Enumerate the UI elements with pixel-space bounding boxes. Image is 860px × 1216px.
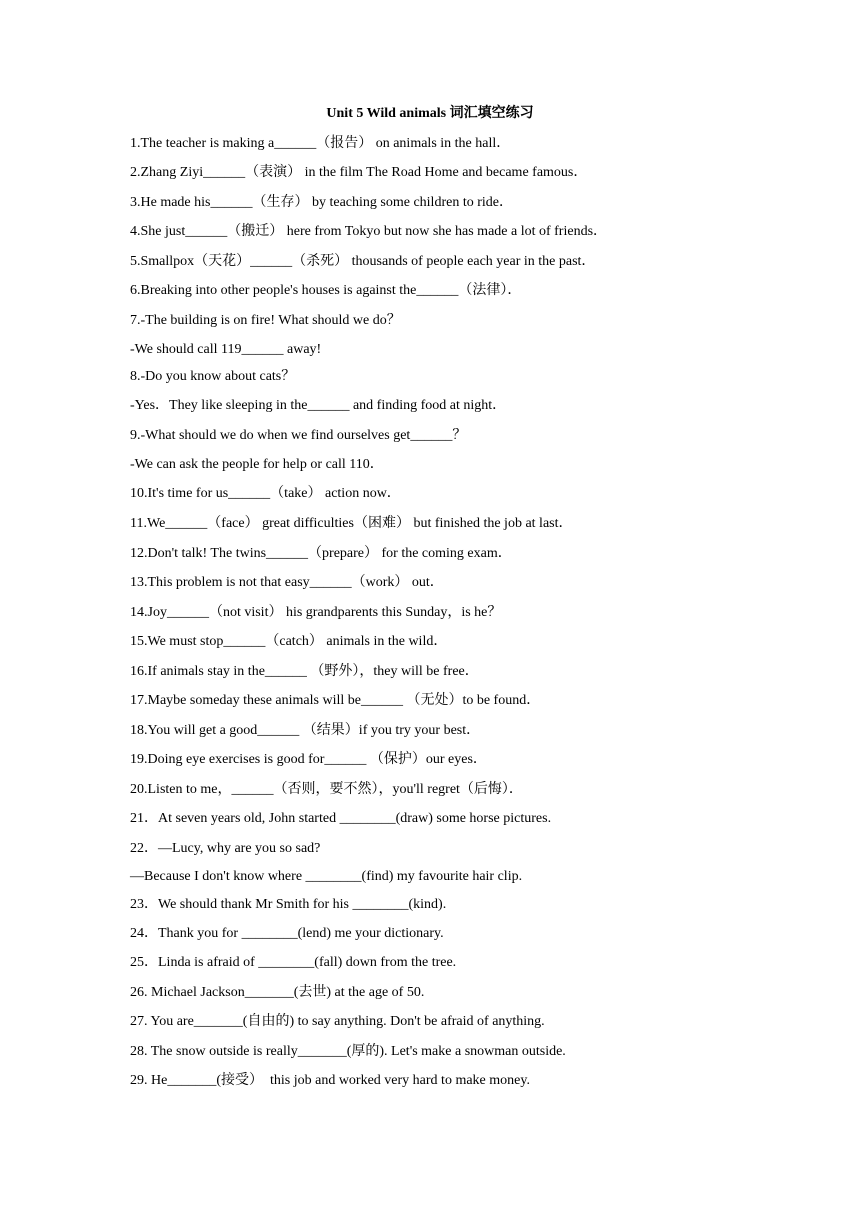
exercise-line: 21．At seven years old, John started ________(draw) some horse pictures. xyxy=(130,811,552,826)
exercise-line: 2.Zhang Ziyi______（表演） in the film The Road Home and became famous． xyxy=(130,165,588,180)
exercise-line: -We can ask the people for help or call 110． xyxy=(130,457,384,472)
exercise-line: 28. The snow outside is really_______(厚的). Let's make a snowman outside. xyxy=(130,1044,566,1059)
exercise-line: -We should call 119______ away! xyxy=(130,342,322,357)
exercise-line: 16.If animals stay in the______ （野外），they will be free． xyxy=(130,664,479,679)
exercise-line: 17.Maybe someday these animals will be______ （无处）to be found． xyxy=(130,693,541,708)
exercise-line: 22．—Lucy, why are you so sad? xyxy=(130,841,321,856)
exercise-line: 19.Doing eye exercises is good for______ （保护）our eyes． xyxy=(130,752,487,767)
exercise-line: 5.Smallpox（天花）______（杀死） thousands of people each year in the past． xyxy=(130,254,596,269)
exercise-line: 20.Listen to me，______（否则，要不然），you'll regret（后悔）． xyxy=(130,782,523,797)
exercise-line: 12.Don't talk! The twins______（prepare） for the coming exam． xyxy=(130,546,512,561)
exercise-line: 7.-The building is on fire! What should we do？ xyxy=(130,313,401,328)
exercise-line: -Yes．They like sleeping in the______ and finding food at night． xyxy=(130,398,507,413)
exercise-line: 4.She just______（搬迁） here from Tokyo but now she has made a lot of friends． xyxy=(130,224,608,239)
exercise-line: 25．Linda is afraid of ________(fall) down from the tree. xyxy=(130,955,457,970)
exercise-line: 14.Joy______（not visit） his grandparents this Sunday，is he？ xyxy=(130,605,502,620)
exercise-line: 1.The teacher is making a______（报告） on animals in the hall． xyxy=(130,136,511,151)
exercise-line: 29. He_______(接受） this job and worked very hard to make money. xyxy=(130,1073,530,1088)
exercise-line: 8.-Do you know about cats？ xyxy=(130,369,296,384)
exercise-line: 6.Breaking into other people's houses is against the______（法律）． xyxy=(130,283,522,298)
exercise-line: 24．Thank you for ________(lend) me your dictionary. xyxy=(130,926,444,941)
exercise-line: 13.This problem is not that easy______（work） out． xyxy=(130,575,444,590)
exercise-line: —Because I don't know where ________(find) my favourite hair clip. xyxy=(130,869,523,884)
exercise-line: 18.You will get a good______ （结果）if you try your best． xyxy=(130,723,481,738)
page-title: Unit 5 Wild animals 词汇填空练习 xyxy=(326,106,534,121)
exercise-line: 9.-What should we do when we find ourselves get______？ xyxy=(130,428,467,443)
exercise-line: 11.We______（face） great difficulties（困难） but finished the job at last． xyxy=(130,516,573,531)
exercise-line: 10.It's time for us______（take） action now． xyxy=(130,486,401,501)
exercise-line: 27. You are_______(自由的) to say anything. Don't be afraid of anything. xyxy=(130,1014,545,1029)
exercise-line: 3.He made his______（生存） by teaching some children to ride． xyxy=(130,195,513,210)
exercise-line: 26. Michael Jackson_______(去世) at the age of 50. xyxy=(130,985,425,1000)
exercise-line: 15.We must stop______（catch） animals in the wild． xyxy=(130,634,448,649)
exercise-line: 23．We should thank Mr Smith for his ________(kind). xyxy=(130,897,447,912)
